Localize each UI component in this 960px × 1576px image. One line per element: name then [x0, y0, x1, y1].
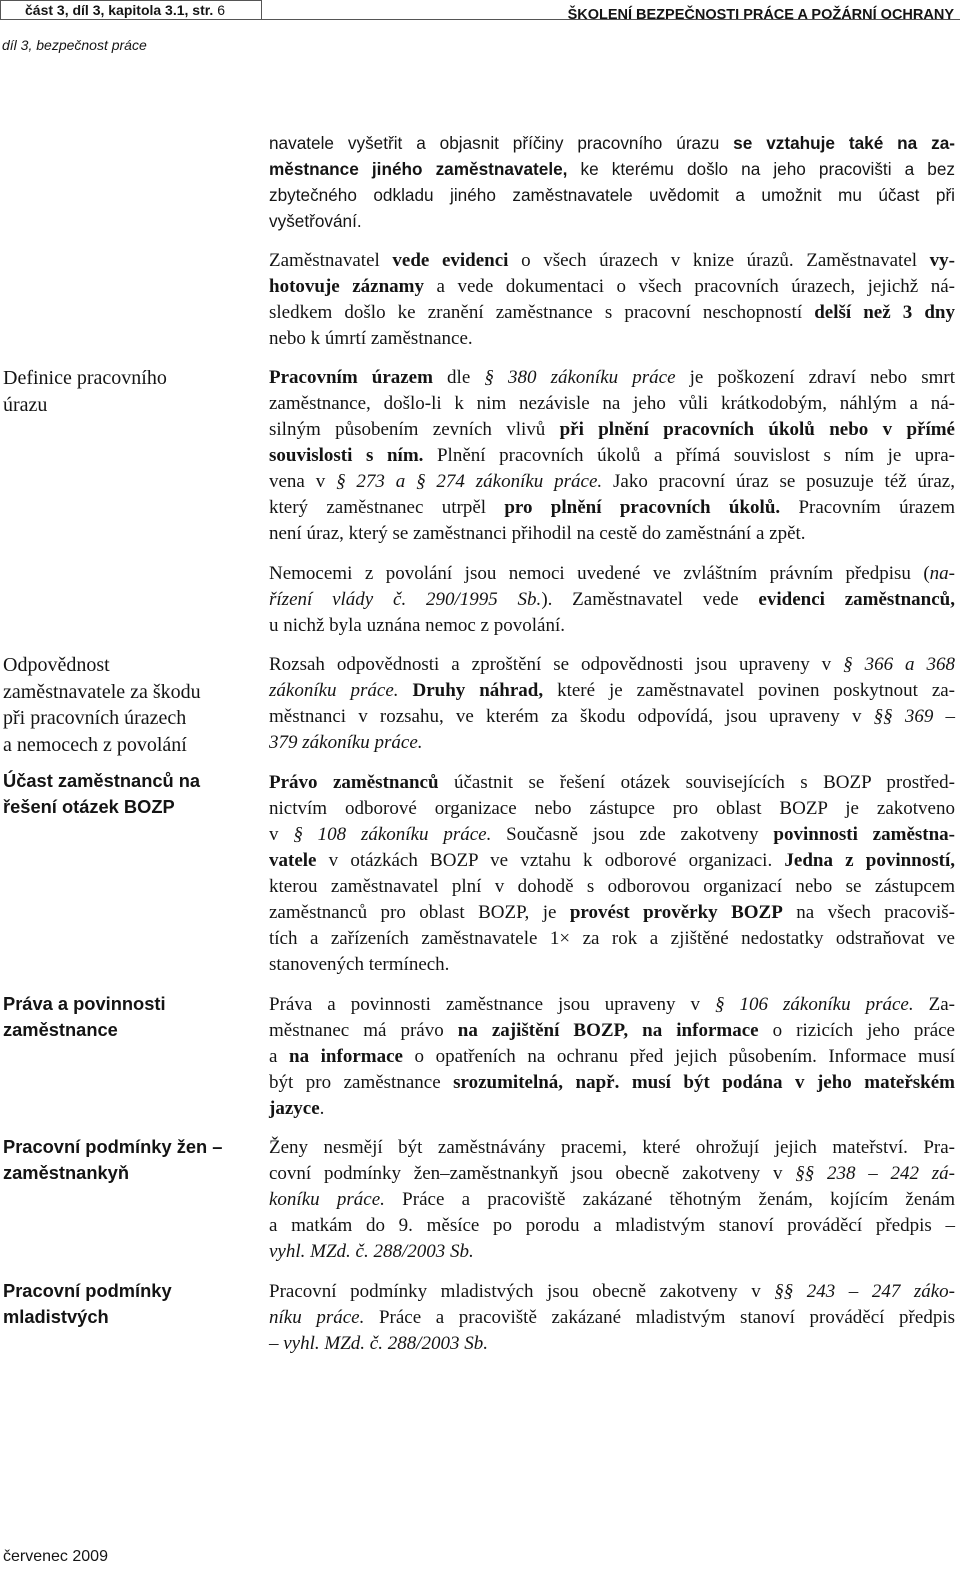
text-run: tích a zařízeních zaměstnavatele 1× za rok a zjištěné nedostatky odstraňovat ve [269, 928, 955, 949]
running-header-title: ŠKOLENÍ BEZPEČNOSTI PRÁCE A POŽÁRNÍ OCHRANY [567, 7, 954, 23]
text-run: zaměstnance, došlo-li k nim nezávisle na jeho vůli krátkodobým, náhlým a ná- [269, 393, 955, 414]
bold-text: hotovuje záznamy [269, 276, 425, 297]
text-run: v otázkách BOZP ve vztahu k odborové organizaci. [316, 850, 785, 871]
text-line [269, 1018, 955, 1044]
italic-text: §§ 238 – 242 zá- [795, 1163, 955, 1184]
text-line [269, 521, 955, 547]
sidebar-heading-definice [3, 365, 243, 418]
bold-text: povinnosti zaměstna- [773, 824, 955, 845]
bold-text: vy- [929, 250, 955, 271]
text-line [269, 274, 955, 300]
text-run: sledkem došlo ke zranění zaměstnance s pracovní neschopností [269, 302, 815, 323]
italic-text: § 106 zákoníku práce. [714, 994, 914, 1015]
text-line [269, 848, 955, 874]
text-run: být pro zaměstnance [269, 1072, 454, 1093]
sidebar-line: a nemocech z povolání [3, 733, 187, 756]
text-run: o všech úrazech v knize úrazů. Zaměstnavatel [508, 250, 930, 271]
text-run: navatele vyšetřit a objasnit příčiny pracovního úrazu [269, 133, 734, 153]
italic-text: § 380 zákoníku práce [484, 367, 676, 388]
text-run: zaměstnanců pro oblast BOZP, je [269, 902, 570, 923]
text-line [269, 130, 955, 156]
paragraph-ucast-bozp [269, 770, 955, 978]
text-run: Pracovním úrazem [780, 497, 955, 518]
bold-text: provést prověrky BOZP [569, 902, 783, 923]
sidebar-line: Pracovní podmínky žen – [3, 1136, 223, 1157]
bold-text: Druhy náhrad, [412, 680, 544, 701]
text-line [269, 208, 955, 234]
text-line [269, 704, 955, 730]
text-run: účastnit se řešení otázek souvisejících s BOZP prostřed- [438, 772, 955, 793]
text-run: na všech pracoviš- [782, 902, 955, 923]
text-run: ke kterému došlo na jeho pracovišti a bez [567, 159, 955, 179]
text-run: které je zaměstnavatel povinen poskytnout za- [543, 680, 956, 701]
text-line [269, 1213, 955, 1239]
text-line [269, 182, 955, 208]
text-run: Práva a povinnosti zaměstnance jsou upraveny v [269, 994, 715, 1015]
section-label: díl 3, bezpečnost práce [2, 37, 147, 53]
italic-text: § 108 zákoníku práce. [293, 824, 492, 845]
text-line [269, 300, 955, 326]
text-line [269, 495, 955, 521]
italic-text: na- [929, 563, 955, 584]
text-line [269, 1135, 955, 1161]
text-run [399, 680, 413, 701]
italic-text: vyhl. MZd. č. 288/2003 Sb. [269, 1241, 474, 1262]
text-run: . [319, 1098, 325, 1119]
bold-text: Právo zaměstnanců [269, 772, 439, 793]
text-line [269, 1187, 955, 1213]
sidebar-line: úrazu [3, 393, 48, 416]
text-line [269, 156, 955, 182]
italic-text: §§ 369 – [873, 706, 956, 727]
text-run: Ženy nesmějí být zaměstnávány pracemi, které ohrožují jejich mateřství. Pra- [269, 1137, 955, 1158]
text-run: nebo k úmrtí zaměstnance. [269, 328, 473, 349]
sidebar-line: zaměstnance [3, 1019, 118, 1040]
text-run: a [269, 1046, 290, 1067]
text-run: vyšetřování. [269, 211, 362, 231]
text-run: který zaměstnanec utrpěl [269, 497, 505, 518]
bold-text: městnance jiného zaměstnavatele, [269, 159, 568, 179]
italic-text: řízení vlády č. 290/1995 Sb. [269, 589, 542, 610]
text-run: stanovených termínech. [269, 954, 450, 975]
text-run: Jako pracovní úraz se posuzuje též úraz, [602, 471, 955, 492]
text-run: Plnění pracovních úkolů a přímá souvislost s ním je upra- [423, 445, 956, 466]
text-run: silným působením zevních vlivů [269, 419, 560, 440]
text-run: Pracovní podmínky mladistvých jsou obecně zakotveny v [269, 1281, 775, 1302]
text-run: Současně jsou zde zakotveny [491, 824, 774, 845]
sidebar-heading-odpovednost [3, 652, 243, 758]
text-run: Nemocemi z povolání jsou nemoci uvedené ve zvláštním právním předpisu ( [269, 563, 930, 584]
footer-date: červenec 2009 [3, 1548, 108, 1565]
text-line [269, 874, 955, 900]
text-line [269, 1096, 955, 1122]
bold-text: vede evidenci [392, 250, 509, 271]
text-line [269, 796, 955, 822]
bold-text: Jedna z povinností, [784, 850, 955, 871]
text-run: Za- [913, 994, 955, 1015]
text-run: vena v [269, 471, 337, 492]
text-line [269, 326, 955, 352]
text-run: u nichž byla uznána nemoc z povolání. [269, 615, 565, 636]
paragraph-vysetreni [269, 130, 955, 234]
text-line [269, 652, 955, 678]
text-line [269, 926, 955, 952]
text-run: Práce a pracoviště zakázané mladistvým stanoví prováděcí předpis [364, 1307, 955, 1328]
text-run: o opatřeních na ochranu před jejich působením. Informace musí [402, 1046, 955, 1067]
text-line [269, 1161, 955, 1187]
paragraph-definice-urazu [269, 365, 955, 547]
bold-text: souvislosti s ním. [269, 445, 424, 466]
header-page-number: 6 [217, 2, 225, 18]
text-run: – [269, 1333, 284, 1354]
text-line [269, 1331, 955, 1357]
text-run: Práce a pracoviště zakázané těhotným ženám, kojícím ženám [384, 1189, 956, 1210]
text-line [269, 391, 955, 417]
text-line [269, 1070, 955, 1096]
bold-text: na informace [289, 1046, 403, 1067]
text-run: nictvím odborové organizace nebo zástupce pro oblast BOZP je zakotveno [269, 798, 955, 819]
text-run: dle [432, 367, 485, 388]
sidebar-line: zaměstnavatele za škodu [3, 680, 201, 703]
text-line [269, 678, 955, 704]
sidebar-line: Odpovědnost [3, 654, 110, 676]
bold-text: delší než 3 dny [814, 302, 955, 323]
sidebar-line: zaměstnankyň [3, 1162, 129, 1183]
text-line [269, 469, 955, 495]
text-line [269, 561, 955, 587]
sidebar-line: Účast zaměstnanců na [3, 770, 201, 791]
paragraph-odpovednost [269, 652, 955, 756]
bold-text: na zajištění BOZP, na informace [457, 1020, 759, 1041]
text-line [269, 248, 955, 274]
text-run: a matkám do 9. měsíce po porodu a mladistvým stanoví prováděcí předpis – [269, 1215, 955, 1236]
sidebar-line: při pracovních úrazech [3, 707, 187, 729]
italic-text: § 273 a § 274 zákoníku práce. [336, 471, 603, 492]
bold-text: Pracovním úrazem [269, 367, 433, 388]
bold-text: srozumitelná, např. musí být podána v jeho mateřském [453, 1072, 955, 1093]
text-run: zbytečného odkladu jiného zaměstnavatele uvědomit a umožnit mu účast při [269, 185, 955, 205]
text-line [269, 417, 955, 443]
text-line [269, 952, 955, 978]
text-run: v [269, 824, 294, 845]
italic-text: 379 zákoníku práce. [269, 732, 423, 753]
sidebar-line: Definice pracovního [3, 367, 167, 389]
paragraph-nemoci-z-povolani [269, 561, 955, 639]
text-line [269, 822, 955, 848]
sidebar-heading-zeny [3, 1134, 243, 1186]
text-run: Rozsah odpovědnosti a zproštění se odpovědnosti jsou upraveny v [269, 654, 844, 675]
text-line [269, 770, 955, 796]
text-run: není úraz, který se zaměstnanci přihodil na cestě do zaměstnání a zpět. [269, 523, 806, 544]
sidebar-line: Práva a povinnosti [3, 993, 166, 1014]
text-line [269, 1044, 955, 1070]
bold-text: vatele [269, 850, 317, 871]
text-run: Zaměstnavatel [269, 250, 393, 271]
bold-text: evidenci zaměstnanců, [758, 589, 956, 610]
text-line [269, 730, 955, 756]
text-line [269, 443, 955, 469]
text-line [269, 900, 955, 926]
bold-text: jazyce [269, 1098, 320, 1119]
sidebar-line: Pracovní podmínky [3, 1280, 172, 1301]
italic-text: vyhl. MZd. č. 288/2003 Sb. [283, 1333, 489, 1354]
text-run: je poškození zdraví nebo smrt [675, 367, 955, 388]
text-run: a vede dokumentaci o všech pracovních úrazech, jejichž ná- [424, 276, 956, 297]
text-run: ). Zaměstnavatel vede [541, 589, 759, 610]
sidebar-line: řešení otázek BOZP [3, 796, 175, 817]
bold-text: pro plnění pracovních úkolů. [504, 497, 781, 518]
text-line [269, 992, 955, 1018]
bold-text: se vztahuje také na za- [733, 133, 955, 153]
text-run: městnanec má právo [269, 1020, 458, 1041]
text-line [269, 365, 955, 391]
sidebar-heading-ucast [3, 768, 243, 820]
paragraph-prava-zamestnance [269, 992, 955, 1122]
italic-text: § 366 a 368 [843, 654, 956, 675]
paragraph-evidence-urazu [269, 248, 955, 352]
italic-text: koníku práce. [269, 1189, 385, 1210]
text-line [269, 1239, 955, 1265]
italic-text: níku práce. [269, 1307, 365, 1328]
sidebar-line: mladistvých [3, 1306, 109, 1327]
text-line [269, 587, 955, 613]
bold-text: při plnění pracovních úkolů nebo v přímé [559, 419, 955, 440]
italic-text: §§ 243 – 247 záko- [774, 1281, 956, 1302]
text-line [269, 613, 955, 639]
text-run: městnanci v rozsahu, ve kterém za škodu odpovídá, jsou upraveny v [269, 706, 874, 727]
header-location: část 3, díl 3, kapitola 3.1, str. [25, 2, 214, 18]
running-header-left [0, 0, 262, 20]
text-run: kterou zaměstnavatel plní v dohodě s odborovou organizací nebo se zástupcem [269, 876, 955, 897]
text-line [269, 1279, 955, 1305]
paragraph-mladistvi [269, 1279, 955, 1357]
text-run: covní podmínky žen–zaměstnankyň jsou obecně zakotveny v [269, 1163, 796, 1184]
italic-text: zákoníku práce. [269, 680, 399, 701]
sidebar-heading-prava [3, 991, 243, 1043]
text-line [269, 1305, 955, 1331]
paragraph-zeny [269, 1135, 955, 1265]
text-run: o rizicích jeho práce [758, 1020, 955, 1041]
sidebar-heading-mladistvi [3, 1278, 243, 1330]
